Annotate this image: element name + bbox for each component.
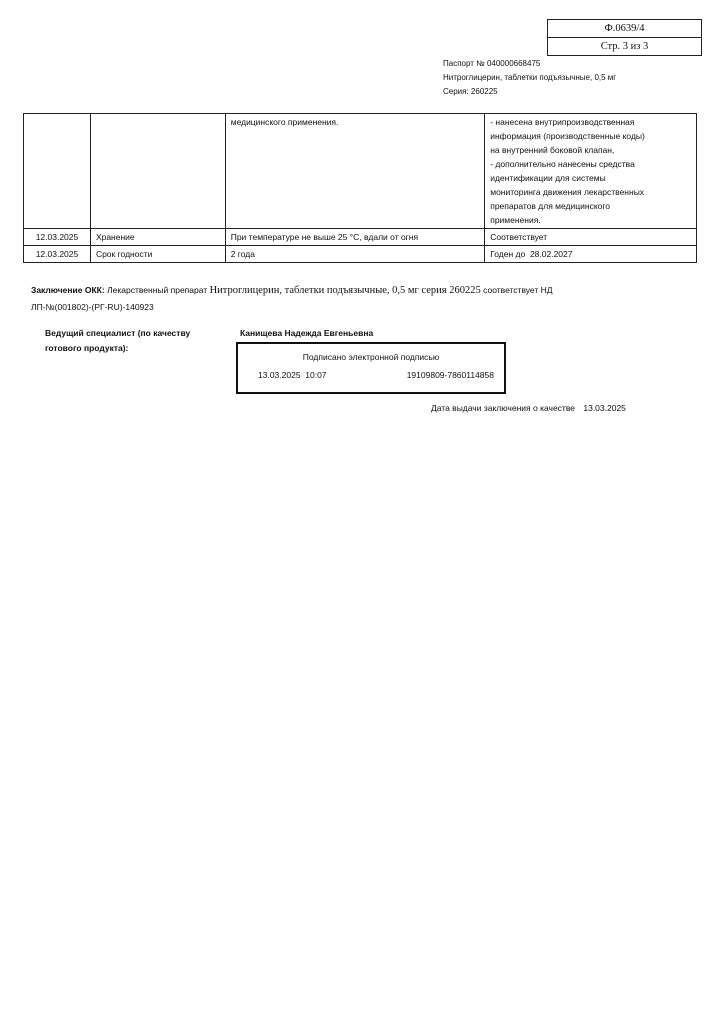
table-row	[24, 246, 697, 263]
table-cell-date: 12.03.2025	[24, 246, 91, 263]
conclusion-nd: ЛП-№(001802)-(РГ-RU)-140923	[31, 302, 154, 312]
table-row	[24, 114, 697, 229]
issue-date-line	[431, 403, 626, 413]
specialist-label	[45, 326, 215, 356]
issue-date-label: Дата выдачи заключения о качестве	[431, 403, 575, 413]
table-cell-result: Годен до 28.02.2027	[485, 246, 697, 263]
conclusion-label: Заключение ОКК:	[31, 285, 105, 295]
specialist-label-line2: готового продукта):	[45, 343, 129, 353]
table-cell-name	[90, 114, 225, 229]
form-code-box	[547, 19, 702, 56]
table-cell-name: Хранение	[90, 229, 225, 246]
quality-table	[23, 113, 697, 263]
conclusion-product: Нитроглицерин, таблетки подъязычные, 0,5 мг серия 260225	[209, 285, 481, 296]
signature-datetime: 13.03.2025 10:07	[258, 370, 327, 380]
passport-header	[443, 57, 616, 99]
signature-id: 19109809-7860114858	[406, 370, 494, 380]
issue-date-value: 13.03.2025	[583, 403, 626, 413]
signature-title: Подписано электронной подписью	[302, 352, 440, 362]
conclusion-text-pre: Лекарственный препарат	[107, 285, 208, 295]
passport-product: Нитроглицерин, таблетки подъязычные, 0,5 мг	[443, 73, 617, 82]
table-row	[24, 229, 697, 246]
conclusion-text-post: соответствует НД	[483, 285, 553, 295]
form-code: Ф.0639/4	[548, 20, 701, 38]
table-cell-requirement: При температуре не выше 25 °С, вдали от огня	[225, 229, 485, 246]
table-cell-requirement: 2 года	[225, 246, 485, 263]
table-cell-result: Соответствует	[485, 229, 697, 246]
passport-number: Паспорт № 040000668475	[443, 59, 541, 68]
conclusion-block	[31, 282, 691, 315]
table-cell-name: Срок годности	[90, 246, 225, 263]
table-cell-requirement: медицинского применения.	[225, 114, 485, 229]
specialist-label-line1: Ведущий специалист (по качеству	[45, 328, 191, 338]
table-cell-result: - нанесена внутрипроизводственная информация (производственные коды) на внутренний боковой клапан, - дополнительно нанесены средства идентификации для системы мониторинга движения лекарственных препаратов для медицинского применения.	[485, 114, 697, 229]
table-cell-date	[24, 114, 91, 229]
specialist-name: Канищева Надежда Евгеньевна	[240, 328, 374, 338]
passport-series: Серия: 260225	[443, 87, 498, 96]
table-cell-date: 12.03.2025	[24, 229, 91, 246]
page-indicator: Стр. 3 из 3	[600, 41, 649, 52]
electronic-signature-stamp	[236, 342, 506, 394]
